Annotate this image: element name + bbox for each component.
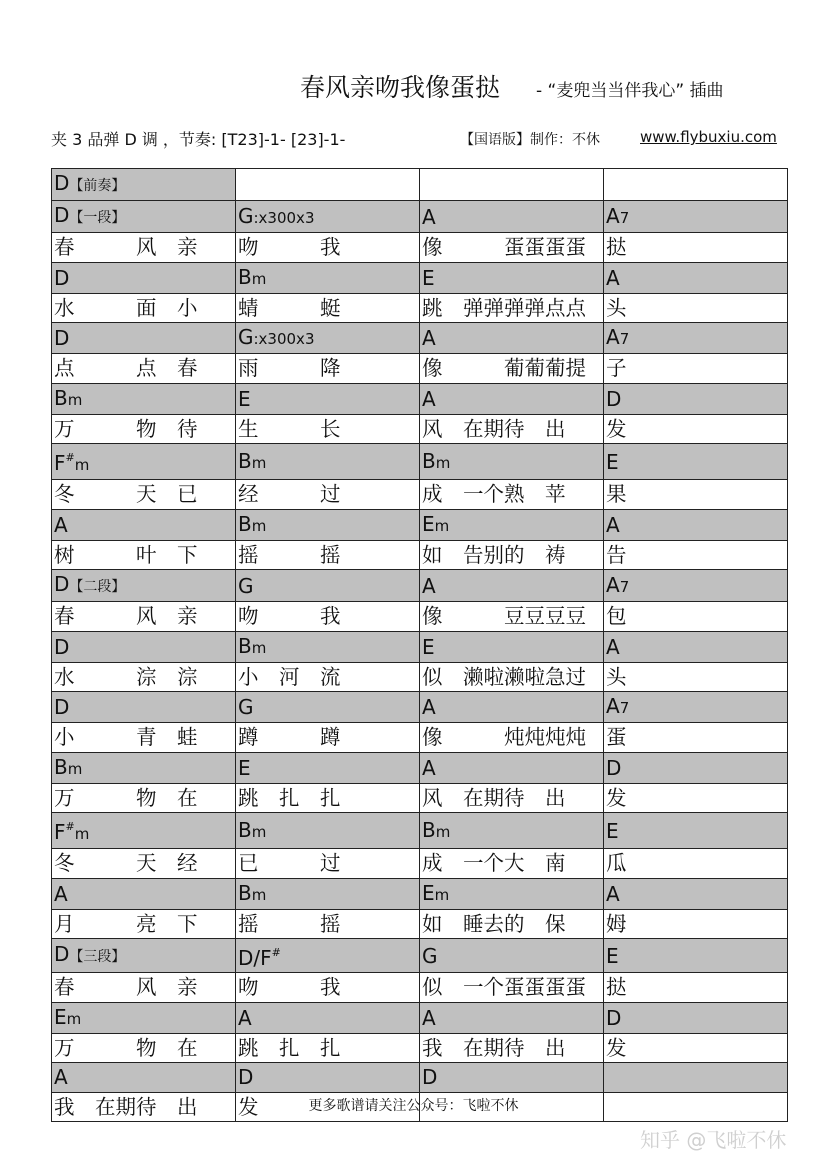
chord-suffix: 7: [619, 208, 630, 227]
chord-suffix: m: [251, 822, 267, 841]
chord-root: E: [422, 880, 435, 905]
chord-row: [52, 1063, 788, 1093]
chord-cell: [604, 509, 788, 540]
chord-cell: [52, 323, 236, 354]
chord-cell: [236, 1002, 420, 1033]
watermark: 知乎 @飞啦不休: [640, 1128, 787, 1152]
chord-row: [52, 813, 788, 849]
lyric-row: [52, 909, 788, 939]
chord-root: E: [606, 449, 619, 474]
chord-suffix: m: [74, 825, 90, 843]
chord-row: [52, 509, 788, 540]
chord-root: A: [238, 1005, 252, 1030]
chord-suffix: 7: [619, 699, 630, 717]
lyric-cell: 挞: [604, 973, 788, 1003]
chord-row: [52, 570, 788, 602]
chord-cell: [236, 752, 420, 783]
chord-cell: [52, 570, 236, 602]
lyric-cell: 小 河 流: [236, 662, 420, 692]
lyric-row: [52, 662, 788, 692]
lyric-cell: 我 在期待 出: [52, 1092, 236, 1122]
chord-suffix: m: [251, 269, 267, 288]
chord-chart-table: [51, 168, 788, 1122]
chord-root: B: [238, 633, 252, 658]
chord-sharp: #: [271, 946, 281, 959]
chord-row: [52, 878, 788, 909]
lyric-row: [52, 480, 788, 510]
chord-cell: [604, 1002, 788, 1033]
lyric-cell: 我 在期待 出: [420, 1033, 604, 1063]
lyric-cell: 摇 摇: [236, 909, 420, 939]
chord-root: E: [238, 755, 251, 780]
chord-tag: 【一段】: [69, 210, 126, 226]
chord-cell: [420, 813, 604, 849]
chord-cell: [52, 1063, 236, 1093]
chord-root: A: [54, 512, 68, 537]
chord-cell: [420, 631, 604, 662]
lyric-cell: 水 淙 淙: [52, 662, 236, 692]
chord-cell: [236, 262, 420, 293]
chord-root: D: [422, 1065, 438, 1090]
chord-cell: [52, 1002, 236, 1033]
chord-root: F: [54, 820, 66, 844]
chord-root: A: [422, 386, 436, 411]
chord-cell: [420, 1063, 604, 1093]
chord-suffix: m: [251, 516, 267, 535]
chord-cell: [420, 1002, 604, 1033]
lyric-cell: 跳 扎 扎: [236, 783, 420, 813]
song-title: 春风亲吻我像蛋挞: [300, 73, 501, 102]
lyric-cell: 万 物 在: [52, 1033, 236, 1063]
lyric-cell: 成 一个大 南: [420, 849, 604, 879]
chord-root: D: [54, 203, 70, 227]
lyric-row: [52, 540, 788, 570]
chord-root: A: [606, 512, 620, 537]
lyric-cell: 瓜: [604, 849, 788, 879]
chord-tag: 【前奏】: [69, 178, 126, 194]
chord-root: A: [422, 326, 436, 350]
chord-suffix: m: [67, 759, 83, 778]
lyric-cell: 蜻 蜓: [236, 293, 420, 323]
lyric-cell: 冬 天 已: [52, 480, 236, 510]
chord-cell: [604, 262, 788, 293]
lyric-cell: 跳 弹弹弹弹点点: [420, 293, 604, 323]
lyric-cell: 吻 我: [236, 973, 420, 1003]
chord-root: D: [606, 386, 622, 411]
chord-row: [52, 444, 788, 480]
lyric-cell: 春 风 亲: [52, 602, 236, 632]
chord-cell: [236, 692, 420, 723]
chord-root: A: [606, 572, 620, 597]
chord-sharp: #: [65, 820, 75, 833]
lyric-cell: 小 青 蛙: [52, 723, 236, 753]
lyric-cell: 像 豆豆豆豆: [420, 602, 604, 632]
chord-root: E: [54, 1004, 67, 1029]
chord-cell: [604, 444, 788, 480]
chord-root: B: [238, 448, 252, 473]
chord-cell: [236, 813, 420, 849]
chord-row: [52, 1002, 788, 1033]
lyric-cell: 春 风 亲: [52, 233, 236, 263]
chord-row: [52, 169, 788, 201]
chord-cell: [604, 201, 788, 233]
chord-tag: 【三段】: [69, 949, 126, 965]
lyric-cell: 水 面 小: [52, 293, 236, 323]
chord-cell: [420, 752, 604, 783]
chord-suffix: m: [74, 456, 90, 474]
chord-suffix: :x300x3: [253, 330, 315, 348]
lyric-cell: 月 亮 下: [52, 909, 236, 939]
lyric-cell: 告: [604, 540, 788, 570]
lyric-row: [52, 849, 788, 879]
song-subtitle: - “麦兜当当伴我心” 插曲: [536, 81, 724, 101]
chord-root: A: [422, 755, 436, 780]
chord-cell: [604, 1063, 788, 1093]
chord-cell: [604, 813, 788, 849]
chord-cell: [236, 1063, 420, 1093]
lyric-cell: 风 在期待 出: [420, 783, 604, 813]
chord-root: F: [54, 451, 66, 475]
chord-cell: [420, 201, 604, 233]
chord-root: G: [238, 203, 254, 228]
chord-cell: [604, 752, 788, 783]
chord-cell: [604, 570, 788, 602]
lyric-row: [52, 414, 788, 444]
chord-tag: 【二段】: [69, 579, 126, 595]
lyric-cell: 跳 扎 扎: [236, 1033, 420, 1063]
chord-cell: [52, 631, 236, 662]
chord-root: B: [238, 264, 252, 289]
chord-suffix: m: [435, 453, 451, 472]
lyric-cell: 果: [604, 480, 788, 510]
chord-root: E: [238, 386, 251, 411]
chord-root: D: [54, 695, 70, 719]
chord-root: D: [238, 1065, 254, 1090]
credit: 【国语版】制作：不休: [460, 132, 600, 148]
chord-cell: [236, 878, 420, 909]
chord-root: A: [606, 694, 620, 718]
chord-cell: [236, 323, 420, 354]
chord-row: [52, 631, 788, 662]
lyric-cell: 吻 我: [236, 233, 420, 263]
chord-row: [52, 939, 788, 973]
chord-root: A: [422, 695, 436, 719]
chord-root: G: [422, 943, 438, 968]
chord-root: D: [54, 171, 70, 195]
lyric-row: [52, 354, 788, 384]
chord-cell: [236, 939, 420, 973]
chord-root: G: [238, 695, 254, 719]
lyric-cell: 点 点 春: [52, 354, 236, 384]
chord-cell: [604, 323, 788, 354]
chord-cell: [236, 169, 420, 201]
chord-cell: [52, 752, 236, 783]
chord-row: [52, 323, 788, 354]
lyric-cell: 摇 摇: [236, 540, 420, 570]
chord-cell: [52, 201, 236, 233]
lyric-cell: 像 蛋蛋蛋蛋: [420, 233, 604, 263]
chord-cell: [236, 631, 420, 662]
lyric-row: [52, 233, 788, 263]
chord-cell: [420, 169, 604, 201]
chord-cell: [420, 570, 604, 602]
chord-row: [52, 752, 788, 783]
lyric-row: [52, 723, 788, 753]
lyric-cell: 吻 我: [236, 602, 420, 632]
lyric-cell: 发: [604, 1033, 788, 1063]
lyric-cell: 姆: [604, 909, 788, 939]
chord-suffix: m: [251, 638, 267, 657]
chord-root: A: [422, 204, 436, 229]
chord-suffix: m: [434, 885, 450, 904]
chord-root: A: [606, 203, 620, 228]
chord-root: D: [54, 942, 70, 966]
chord-row: [52, 262, 788, 293]
chord-row: [52, 692, 788, 723]
chord-suffix: m: [251, 453, 267, 472]
chord-cell: [52, 444, 236, 480]
chord-cell: [52, 262, 236, 293]
chord-cell: [52, 692, 236, 723]
chord-row: [52, 201, 788, 233]
chord-row: [52, 383, 788, 414]
chord-cell: [420, 878, 604, 909]
chord-root: B: [54, 754, 68, 779]
chord-root: D: [606, 755, 622, 780]
chord-cell: [236, 383, 420, 414]
lyric-cell: 蛋: [604, 723, 788, 753]
lyric-row: [52, 293, 788, 323]
chord-suffix: 7: [619, 577, 630, 596]
lyric-cell: 生 长: [236, 414, 420, 444]
lyric-cell: 春 风 亲: [52, 973, 236, 1003]
chord-cell: [236, 201, 420, 233]
lyric-cell: 经 过: [236, 480, 420, 510]
chord-root: A: [606, 881, 620, 906]
chord-suffix: m: [67, 390, 83, 409]
chord-root: D: [54, 265, 70, 290]
chord-root: B: [238, 511, 252, 536]
lyric-cell: 蹲 蹲: [236, 723, 420, 753]
chord-cell: [604, 631, 788, 662]
chord-cell: [604, 383, 788, 414]
lyric-cell: 雨 降: [236, 354, 420, 384]
chord-cell: [52, 878, 236, 909]
chord-root: E: [422, 265, 435, 290]
chord-cell: [52, 169, 236, 201]
chord-suffix: m: [435, 822, 451, 841]
chord-cell: [420, 939, 604, 973]
chord-cell: [420, 444, 604, 480]
chord-cell: [604, 939, 788, 973]
lyric-cell: 发: [236, 1092, 420, 1122]
chord-cell: [52, 939, 236, 973]
chord-cell: [420, 262, 604, 293]
chord-suffix: m: [251, 885, 267, 904]
chord-root: G: [238, 573, 254, 598]
lyric-cell: 已 过: [236, 849, 420, 879]
lyric-cell: 头: [604, 293, 788, 323]
chord-root: D: [606, 1005, 622, 1030]
lyric-cell: 子: [604, 354, 788, 384]
lyric-cell: 万 物 待: [52, 414, 236, 444]
chord-root: E: [606, 818, 619, 843]
chord-sharp: #: [65, 451, 75, 464]
lyric-row: [52, 973, 788, 1003]
chord-cell: [420, 509, 604, 540]
chord-suffix: :x300x3: [253, 208, 315, 227]
chord-cell: [52, 813, 236, 849]
chord-root: A: [422, 1005, 436, 1030]
chord-root: D: [54, 326, 70, 350]
chord-cell: [604, 878, 788, 909]
footer-note: 更多歌谱请关注公众号：飞啦不休: [308, 1098, 519, 1114]
chord-root: A: [54, 881, 68, 906]
chord-cell: [236, 444, 420, 480]
chord-cell: [236, 570, 420, 602]
lyric-cell: 挞: [604, 233, 788, 263]
chord-cell: [420, 323, 604, 354]
chord-root: E: [422, 511, 435, 536]
chord-cell: [236, 509, 420, 540]
lyric-cell: 风 在期待 出: [420, 414, 604, 444]
chord-suffix: m: [66, 1009, 82, 1028]
chord-cell: [52, 383, 236, 414]
website-link[interactable]: www.flybuxiu.com: [640, 128, 777, 146]
chord-cell: [604, 692, 788, 723]
chord-root: E: [606, 943, 619, 968]
lyric-cell: 冬 天 经: [52, 849, 236, 879]
lyric-cell: 成 一个熟 苹: [420, 480, 604, 510]
chord-root: D: [54, 634, 70, 659]
chord-root: D/F: [238, 946, 272, 970]
chord-root: D: [54, 572, 70, 596]
chord-root: A: [606, 634, 620, 659]
chord-root: B: [422, 448, 436, 473]
lyric-row: [52, 783, 788, 813]
chord-root: A: [54, 1065, 68, 1090]
chord-suffix: 7: [619, 330, 630, 348]
lyric-cell: 发: [604, 414, 788, 444]
chord-root: B: [238, 817, 252, 842]
lyric-row: [52, 602, 788, 632]
lyric-cell: 头: [604, 662, 788, 692]
lyric-cell: 似 一个蛋蛋蛋蛋: [420, 973, 604, 1003]
chord-cell: [420, 692, 604, 723]
lyric-cell: 如 睡去的 保: [420, 909, 604, 939]
lyric-cell: 包: [604, 602, 788, 632]
lyric-cell: 万 物 在: [52, 783, 236, 813]
chord-root: A: [422, 573, 436, 598]
chord-root: E: [422, 634, 435, 659]
lyric-cell: 像 葡葡葡提: [420, 354, 604, 384]
chord-root: A: [606, 325, 620, 349]
lyric-cell: 树 叶 下: [52, 540, 236, 570]
chord-root: B: [54, 385, 68, 410]
chord-root: B: [422, 817, 436, 842]
capo-rhythm-info: 夹 3 品弹 D 调 ，节奏: [T23]-1- [23]-1-: [51, 130, 346, 149]
lyric-cell: 像 炖炖炖炖: [420, 723, 604, 753]
lyric-cell: 发: [604, 783, 788, 813]
lyric-cell: 似 濑啦濑啦急过: [420, 662, 604, 692]
chord-root: A: [606, 265, 620, 290]
chord-root: B: [238, 880, 252, 905]
chord-cell: [52, 509, 236, 540]
chord-cell: [604, 169, 788, 201]
lyric-cell: 如 告别的 祷: [420, 540, 604, 570]
chord-suffix: m: [434, 516, 450, 535]
chord-root: G: [238, 325, 254, 349]
chord-cell: [420, 383, 604, 414]
lyric-row: [52, 1033, 788, 1063]
